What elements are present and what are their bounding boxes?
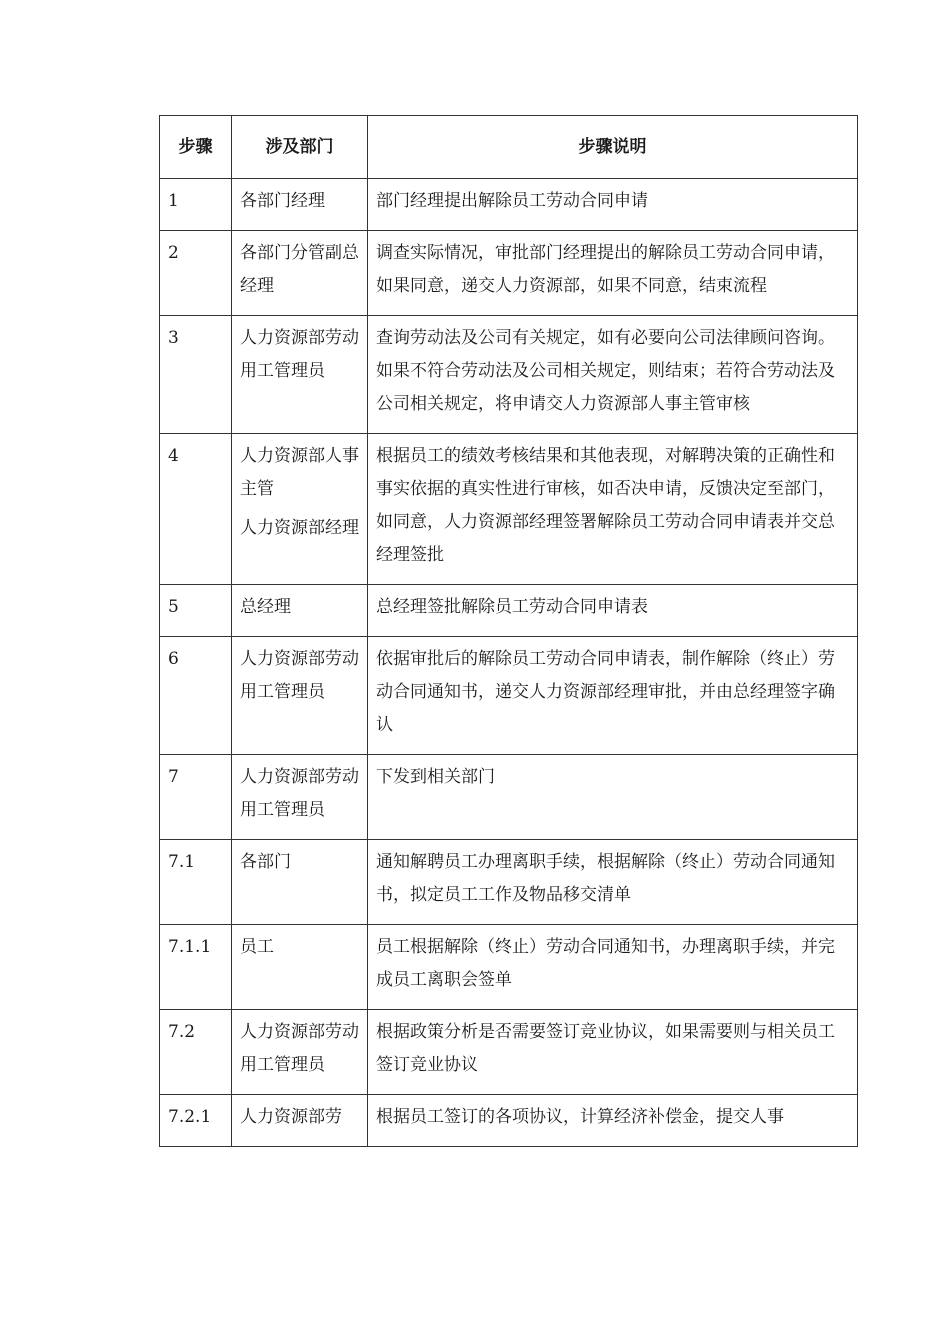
department-cell [232, 1010, 368, 1095]
table-body [160, 179, 858, 1147]
department-name: 总经理 [240, 597, 291, 617]
header-step: 步骤 [160, 116, 232, 179]
department-name: 各部门经理 [240, 191, 325, 211]
step-description: 部门经理提出解除员工劳动合同申请 [368, 179, 858, 231]
department-name: 人力资源部劳动用工管理员 [240, 1022, 359, 1075]
table-row [160, 1095, 858, 1147]
department-cell [232, 179, 368, 231]
step-description: 根据政策分析是否需要签订竞业协议，如果需要则与相关员工签订竞业协议 [368, 1010, 858, 1095]
table-row [160, 585, 858, 637]
step-description: 根据员工的绩效考核结果和其他表现，对解聘决策的正确性和事实依据的真实性进行审核，如否决申请，反馈决定至部门，如同意，人力资源部经理签署解除员工劳动合同申请表并交总经理签批 [368, 434, 858, 585]
step-number: 3 [160, 316, 232, 434]
step-description: 根据员工签订的各项协议，计算经济补偿金，提交人事 [368, 1095, 858, 1147]
department-cell [232, 231, 368, 316]
department-name: 员工 [240, 937, 274, 957]
step-number: 6 [160, 637, 232, 755]
department-cell [232, 637, 368, 755]
department-name: 人力资源部劳动用工管理员 [240, 649, 359, 702]
department-name: 人力资源部劳动用工管理员 [240, 328, 359, 381]
department-name: 人力资源部人事主管 [240, 446, 359, 499]
department-cell [232, 755, 368, 840]
step-description: 总经理签批解除员工劳动合同申请表 [368, 585, 858, 637]
department-name: 人力资源部劳动用工管理员 [240, 767, 359, 820]
step-number: 7.1 [160, 840, 232, 925]
step-number: 5 [160, 585, 232, 637]
table-row [160, 179, 858, 231]
header-department: 涉及部门 [232, 116, 368, 179]
step-description: 员工根据解除（终止）劳动合同通知书，办理离职手续，并完成员工离职会签单 [368, 925, 858, 1010]
table-header [160, 116, 858, 179]
step-number: 2 [160, 231, 232, 316]
table-row [160, 316, 858, 434]
department-name: 人力资源部经理 [240, 518, 359, 538]
step-number: 7.1.1 [160, 925, 232, 1010]
header-row [160, 116, 858, 179]
department-cell [232, 925, 368, 1010]
step-number: 1 [160, 179, 232, 231]
department-name: 各部门分管副总经理 [240, 243, 359, 296]
department-name: 人力资源部劳 [240, 1107, 342, 1127]
step-number: 7 [160, 755, 232, 840]
step-description: 查询劳动法及公司有关规定，如有必要向公司法律顾问咨询。如果不符合劳动法及公司相关规定，则结束；若符合劳动法及公司相关规定，将申请交人力资源部人事主管审核 [368, 316, 858, 434]
table-row [160, 637, 858, 755]
table-row [160, 925, 858, 1010]
step-number: 7.2 [160, 1010, 232, 1095]
step-description: 通知解聘员工办理离职手续，根据解除（终止）劳动合同通知书，拟定员工工作及物品移交清单 [368, 840, 858, 925]
step-number: 7.2.1 [160, 1095, 232, 1147]
department-cell [232, 434, 368, 585]
department-cell [232, 1095, 368, 1147]
step-number: 4 [160, 434, 232, 585]
table-row [160, 755, 858, 840]
step-description: 依据审批后的解除员工劳动合同申请表，制作解除（终止）劳动合同通知书，递交人力资源部经理审批，并由总经理签字确认 [368, 637, 858, 755]
header-description: 步骤说明 [368, 116, 858, 179]
step-description: 下发到相关部门 [368, 755, 858, 840]
step-description: 调查实际情况，审批部门经理提出的解除员工劳动合同申请，如果同意，递交人力资源部，如果不同意，结束流程 [368, 231, 858, 316]
procedure-table [159, 115, 858, 1147]
department-cell [232, 585, 368, 637]
table-row [160, 840, 858, 925]
department-cell [232, 840, 368, 925]
table-row [160, 231, 858, 316]
department-cell [232, 316, 368, 434]
department-name: 各部门 [240, 852, 291, 872]
table-row [160, 434, 858, 585]
table-row [160, 1010, 858, 1095]
